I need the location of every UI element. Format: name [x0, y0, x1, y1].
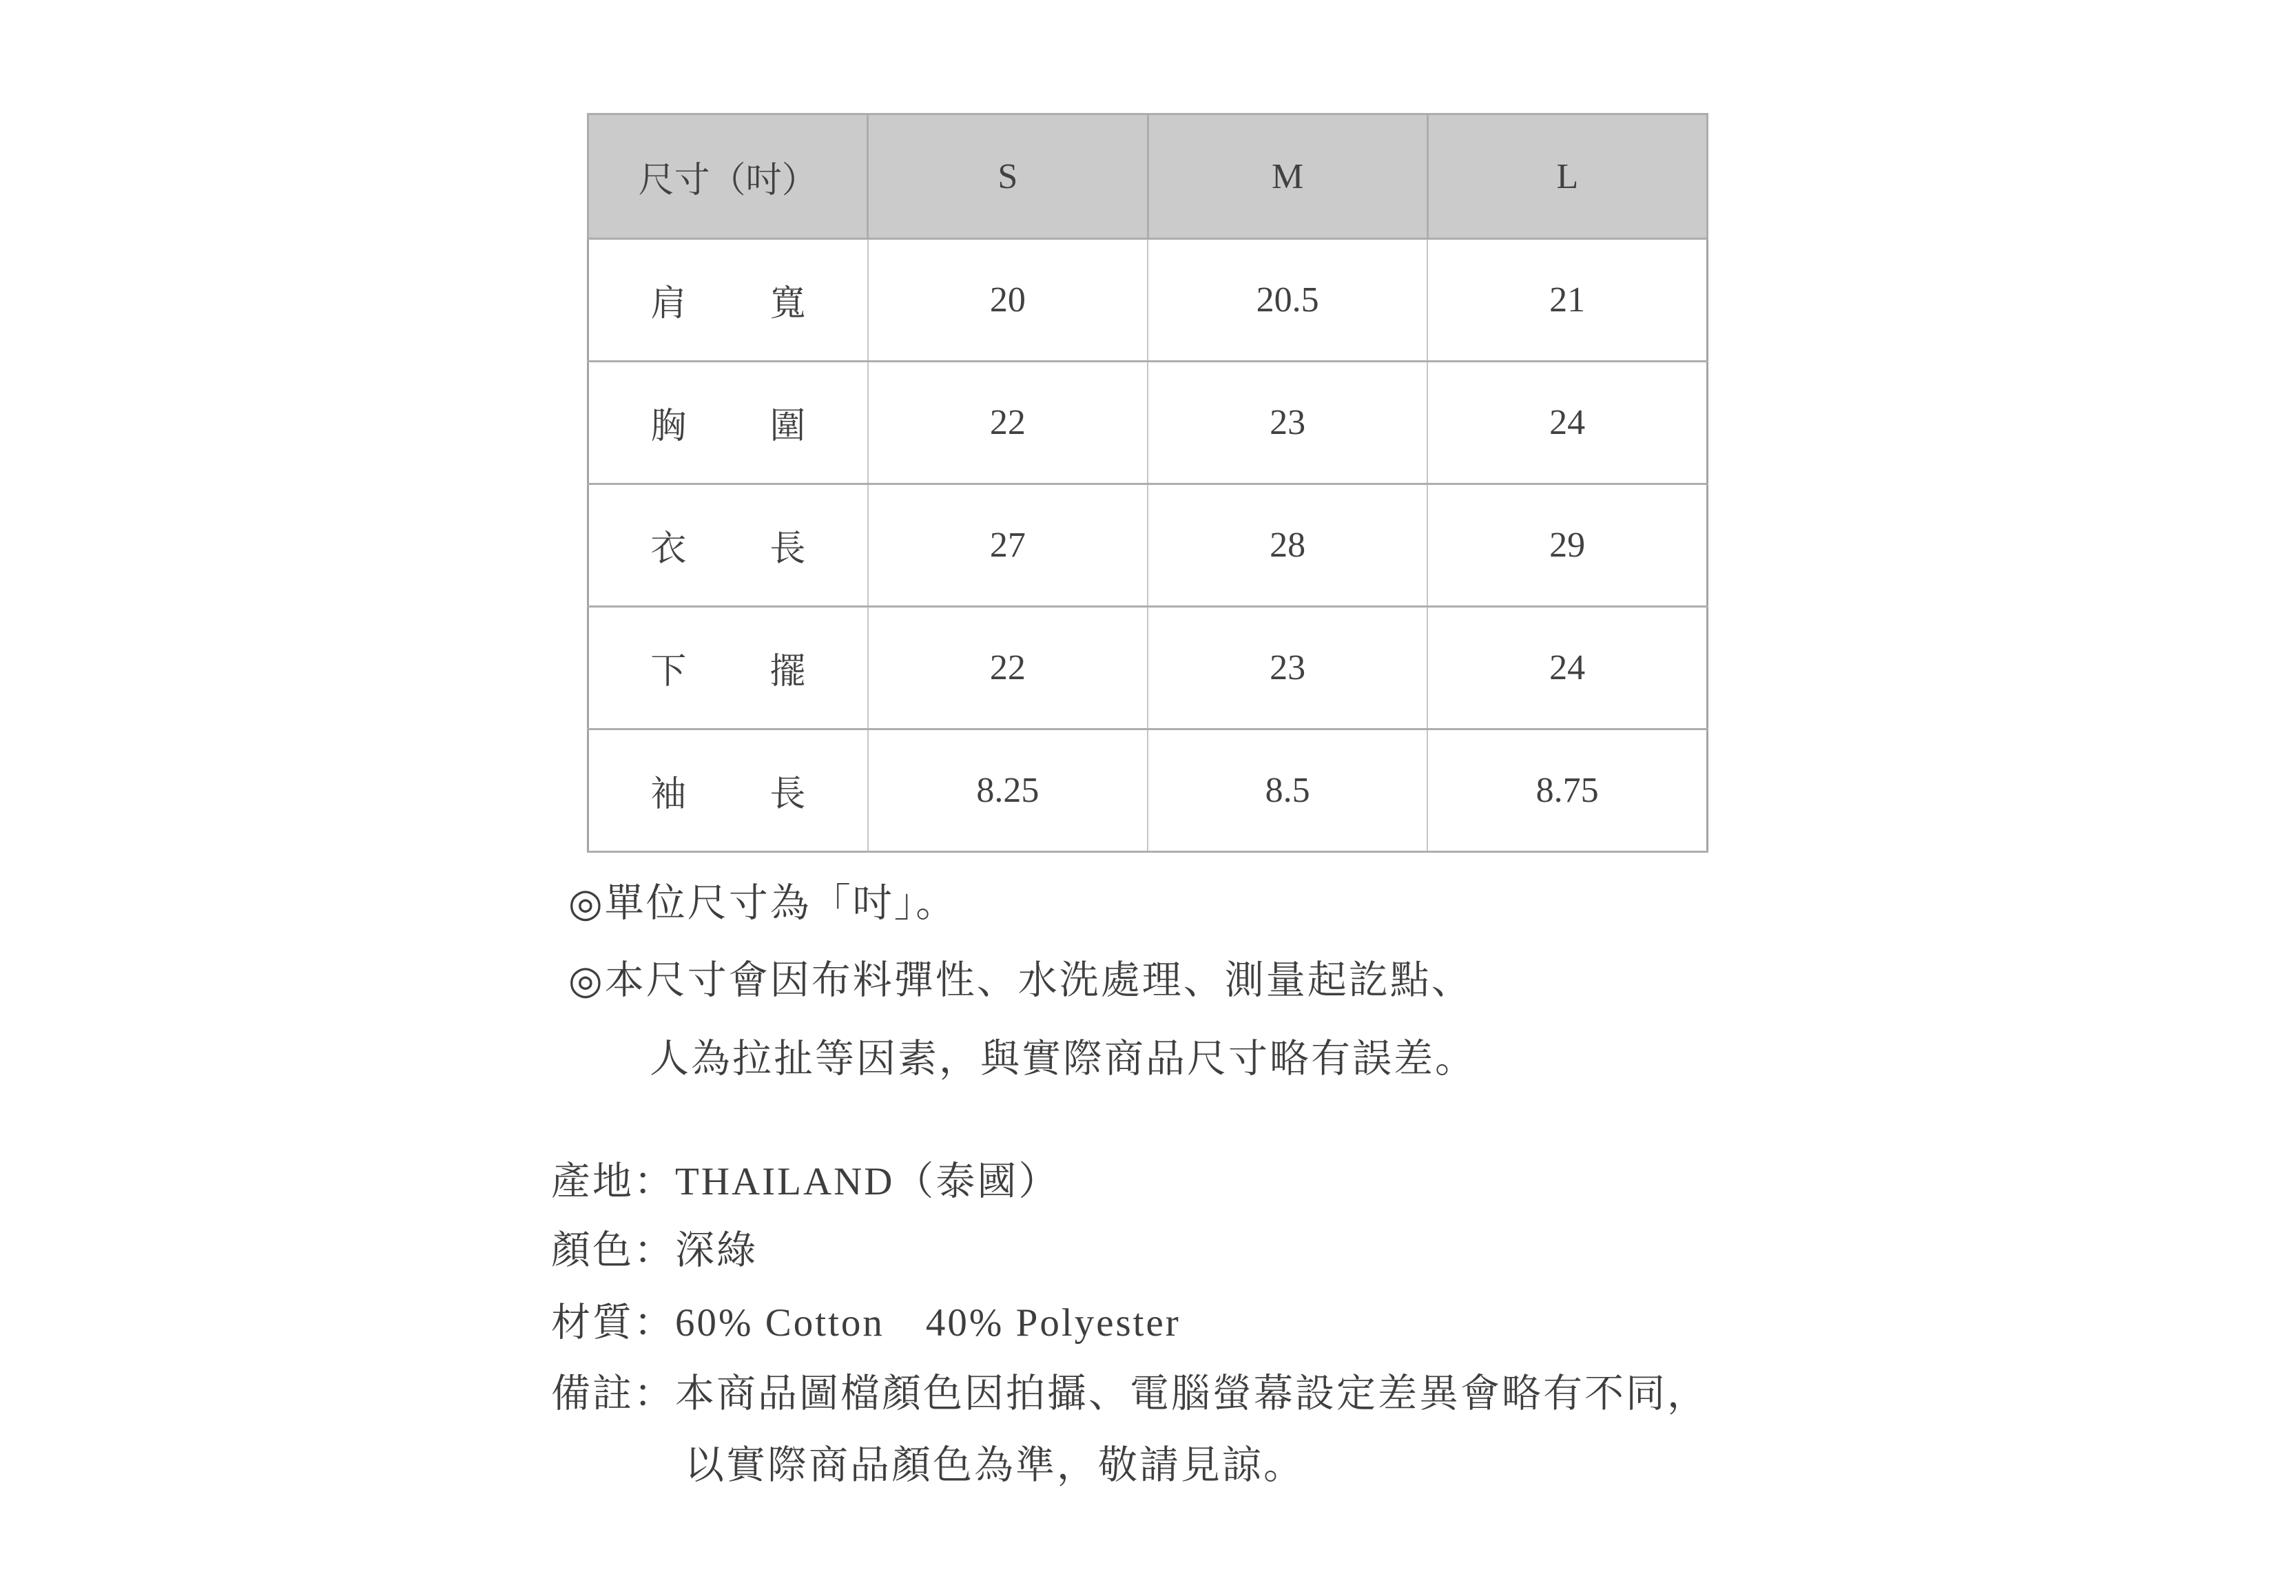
- row-label-char: 長: [769, 775, 806, 814]
- row-label-sleeve-length: [588, 729, 868, 852]
- detail-origin: 產地：THAILAND（泰國）: [551, 1160, 1060, 1203]
- header-cell-size-l: L: [1427, 114, 1707, 239]
- detail-remark-line1: 備註：本商品圖檔顏色因拍攝、電腦螢幕設定差異會略有不同，: [551, 1372, 1708, 1416]
- row-label-shoulder-width: [588, 239, 868, 362]
- cell-hem-m: 23: [1148, 607, 1427, 729]
- detail-color: 顏色：深綠: [551, 1229, 758, 1272]
- note-tolerance-line2: 人為拉扯等因素，與實際商品尺寸略有誤差。: [650, 1037, 1476, 1081]
- row-label-pair: [650, 765, 805, 816]
- cell-hem-s: 22: [868, 607, 1148, 729]
- cell-sleeve-l: 8.75: [1427, 729, 1707, 852]
- row-label-char: 下: [650, 652, 687, 692]
- cell-sleeve-s: 8.25: [868, 729, 1148, 852]
- header-cell-size-m: M: [1148, 114, 1427, 239]
- row-label-char: 肩: [650, 284, 687, 324]
- row-label-hem: [588, 607, 868, 729]
- row-label-garment-length: [588, 484, 868, 607]
- table-row-garment-length: [588, 484, 1708, 607]
- note-unit-inch: ◎單位尺寸為「吋」。: [568, 882, 958, 925]
- row-label-char: 圍: [769, 407, 806, 446]
- table-header-row: [588, 114, 1708, 239]
- row-label-pair: [650, 642, 805, 694]
- cell-length-l: 29: [1427, 484, 1707, 607]
- row-label-char: 長: [769, 530, 806, 569]
- cell-hem-l: 24: [1427, 607, 1707, 729]
- cell-chest-l: 24: [1427, 362, 1707, 484]
- row-label-char: 袖: [650, 775, 687, 814]
- row-label-char: 擺: [769, 652, 806, 692]
- cell-chest-m: 23: [1148, 362, 1427, 484]
- row-label-pair: [650, 519, 805, 571]
- row-label-char: 寬: [769, 284, 806, 324]
- header-cell-size-s: S: [868, 114, 1148, 239]
- cell-length-s: 27: [868, 484, 1148, 607]
- cell-sleeve-m: 8.5: [1148, 729, 1427, 852]
- cell-shoulder-s: 20: [868, 239, 1148, 362]
- row-label-chest: [588, 362, 868, 484]
- detail-material: 材質：60% Cotton 40% Polyester: [551, 1301, 1181, 1345]
- row-label-char: 胸: [650, 407, 687, 446]
- row-label-pair: [650, 397, 805, 448]
- size-table: [587, 113, 1708, 853]
- table-row-chest: [588, 362, 1708, 484]
- note-tolerance-line1: ◎本尺寸會因布料彈性、水洗處理、測量起訖點、: [568, 959, 1473, 1002]
- table-row-sleeve-length: [588, 729, 1708, 852]
- cell-shoulder-l: 21: [1427, 239, 1707, 362]
- cell-shoulder-m: 20.5: [1148, 239, 1427, 362]
- table-row-shoulder-width: [588, 239, 1708, 362]
- row-label-pair: [650, 274, 805, 326]
- row-label-char: 衣: [650, 530, 687, 569]
- table-row-hem: [588, 607, 1708, 729]
- cell-length-m: 28: [1148, 484, 1427, 607]
- header-cell-size-unit: 尺寸（吋）: [588, 114, 868, 239]
- detail-remark-line2: 以實際商品顏色為準，敬請見諒。: [685, 1444, 1305, 1487]
- cell-chest-s: 22: [868, 362, 1148, 484]
